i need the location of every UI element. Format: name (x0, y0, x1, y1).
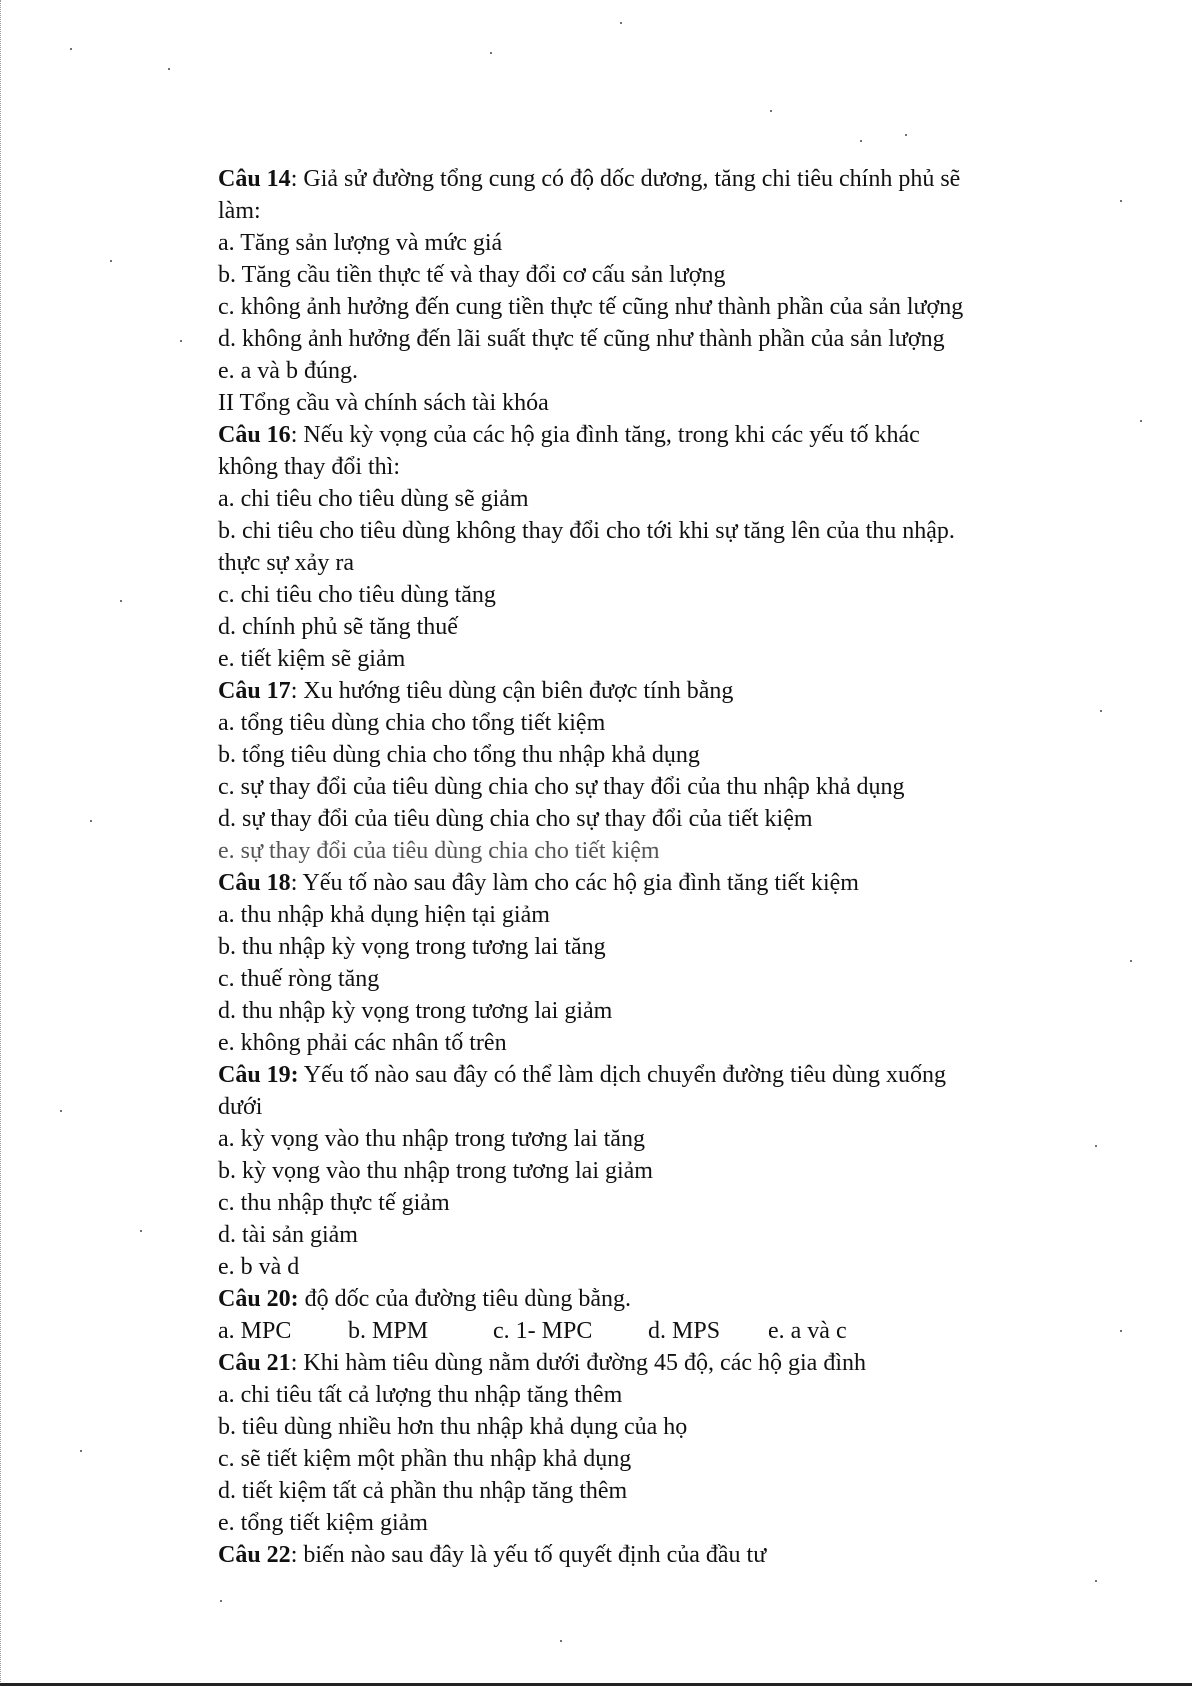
text-line (218, 1187, 1098, 1219)
line-text: d. tài sản giảm (218, 1222, 358, 1248)
line-text: b. thu nhập kỳ vọng trong tương lai tăng (218, 934, 606, 960)
text-line (218, 387, 1098, 419)
question-line (218, 1539, 1098, 1571)
line-text: c. sự thay đổi của tiêu dùng chia cho sự thay đổi của thu nhập khả dụng (218, 774, 905, 800)
line-text: dưới (218, 1094, 263, 1120)
page-left-edge (0, 0, 3, 1686)
line-text: e. sự thay đổi của tiêu dùng chia cho tiết kiệm (218, 838, 660, 864)
question-number: Câu 19: (218, 1062, 299, 1088)
text-line (218, 515, 1098, 547)
question-number: Câu 14 (218, 166, 291, 192)
text-line (218, 739, 1098, 771)
text-line (218, 643, 1098, 675)
line-text: : biến nào sau đây là yếu tố quyết định của đầu tư (290, 1542, 767, 1568)
text-line (218, 803, 1098, 835)
line-text: làm: (218, 198, 261, 224)
line-text: e. tiết kiệm sẽ giảm (218, 646, 406, 672)
question-line (218, 675, 1098, 707)
line-text: b. kỳ vọng vào thu nhập trong tương lai giảm (218, 1158, 653, 1184)
question-line (218, 867, 1098, 899)
question-line (218, 419, 1098, 451)
line-text: độ dốc của đường tiêu dùng bằng. (298, 1286, 631, 1312)
line-text: : Yếu tố nào sau đây làm cho các hộ gia đình tăng tiết kiệm (290, 870, 859, 896)
line-text: a. tổng tiêu dùng chia cho tổng tiết kiệm (218, 710, 606, 736)
text-line (218, 835, 1098, 867)
line-text: không thay đổi thì: (218, 454, 400, 480)
question-number: Câu 22 (218, 1542, 291, 1568)
line-text: c. không ảnh hưởng đến cung tiền thực tế cũng như thành phần của sản lượng (218, 294, 964, 320)
line-text: a. chi tiêu tất cả lượng thu nhập tăng thêm (218, 1382, 623, 1408)
text-line (218, 451, 1098, 483)
line-text: d. chính phủ sẽ tăng thuế (218, 614, 458, 640)
text-line (218, 1475, 1098, 1507)
text-line (218, 1411, 1098, 1443)
answer-option: c. 1- MPC (493, 1318, 593, 1344)
text-line (218, 195, 1098, 227)
line-text: d. sự thay đổi của tiêu dùng chia cho sự thay đổi của tiết kiệm (218, 806, 813, 832)
text-line (218, 1027, 1098, 1059)
question-number: Câu 18 (218, 870, 291, 896)
text-line (218, 1379, 1098, 1411)
text-line (218, 707, 1098, 739)
text-line (218, 771, 1098, 803)
line-text: : Xu hướng tiêu dùng cận biên được tính bằng (290, 678, 734, 704)
text-line (218, 1251, 1098, 1283)
line-text: b. Tăng cầu tiền thực tế và thay đổi cơ cấu sản lượng (218, 262, 726, 288)
text-line (218, 579, 1098, 611)
question-line (218, 163, 1098, 195)
line-text: : Giả sử đường tổng cung có độ dốc dương, tăng chi tiêu chính phủ sẽ (290, 166, 961, 192)
line-text: d. thu nhập kỳ vọng trong tương lai giảm (218, 998, 613, 1024)
line-text: b. tổng tiêu dùng chia cho tổng thu nhập khả dụng (218, 742, 700, 768)
text-line (218, 611, 1098, 643)
line-text: c. thu nhập thực tế giảm (218, 1190, 450, 1216)
line-text: b. chi tiêu cho tiêu dùng không thay đổi cho tới khi sự tăng lên của thu nhập. (218, 518, 955, 544)
line-text: Yếu tố nào sau đây có thể làm dịch chuyển đường tiêu dùng xuống (298, 1062, 947, 1088)
question-line (218, 1283, 1098, 1315)
text-line (218, 547, 1098, 579)
answer-option: b. MPM (348, 1318, 429, 1344)
question-number: Câu 17 (218, 678, 291, 704)
question-line (218, 1347, 1098, 1379)
text-line (218, 899, 1098, 931)
text-line (218, 1507, 1098, 1539)
line-text: c. chi tiêu cho tiêu dùng tăng (218, 582, 496, 608)
line-text: c. thuế ròng tăng (218, 966, 380, 992)
text-line (218, 995, 1098, 1027)
text-line (218, 1155, 1098, 1187)
answer-option: a. MPC (218, 1318, 292, 1344)
answer-option: e. a và c (768, 1318, 847, 1344)
line-text: e. tổng tiết kiệm giảm (218, 1510, 428, 1536)
text-line (218, 1443, 1098, 1475)
text-line (218, 355, 1098, 387)
line-text: d. không ảnh hưởng đến lãi suất thực tế cũng như thành phần của sản lượng (218, 326, 945, 352)
text-line (218, 931, 1098, 963)
text-line (218, 1091, 1098, 1123)
text-line (218, 259, 1098, 291)
line-text: d. tiết kiệm tất cả phần thu nhập tăng thêm (218, 1478, 628, 1504)
text-line (218, 483, 1098, 515)
line-text: a. kỳ vọng vào thu nhập trong tương lai tăng (218, 1126, 645, 1152)
question-number: Câu 20: (218, 1286, 299, 1312)
question-line (218, 1059, 1098, 1091)
answer-option: d. MPS (648, 1318, 721, 1344)
answer-options-row (218, 1315, 1098, 1347)
line-text: e. a và b đúng. (218, 358, 358, 384)
text-line (218, 1123, 1098, 1155)
line-text: II Tổng cầu và chính sách tài khóa (218, 390, 549, 416)
question-number: Câu 21 (218, 1350, 291, 1376)
line-text: b. tiêu dùng nhiều hơn thu nhập khả dụng của họ (218, 1414, 688, 1440)
line-text: a. chi tiêu cho tiêu dùng sẽ giảm (218, 486, 529, 512)
text-line (218, 291, 1098, 323)
text-line (218, 1219, 1098, 1251)
text-line (218, 227, 1098, 259)
line-text: thực sự xảy ra (218, 550, 354, 576)
line-text: : Nếu kỳ vọng của các hộ gia đình tăng, trong khi các yếu tố khác (290, 422, 920, 448)
line-text: : Khi hàm tiêu dùng nằm dưới đường 45 độ, các hộ gia đình (290, 1350, 866, 1376)
line-text: e. không phải các nhân tố trên (218, 1030, 507, 1056)
line-text: e. b và d (218, 1254, 300, 1280)
line-text: c. sẽ tiết kiệm một phần thu nhập khả dụng (218, 1446, 632, 1472)
text-line (218, 963, 1098, 995)
text-line (218, 323, 1098, 355)
question-number: Câu 16 (218, 422, 291, 448)
line-text: a. Tăng sản lượng và mức giá (218, 230, 503, 256)
line-text: a. thu nhập khả dụng hiện tại giảm (218, 902, 550, 928)
document-body (218, 163, 1098, 1571)
